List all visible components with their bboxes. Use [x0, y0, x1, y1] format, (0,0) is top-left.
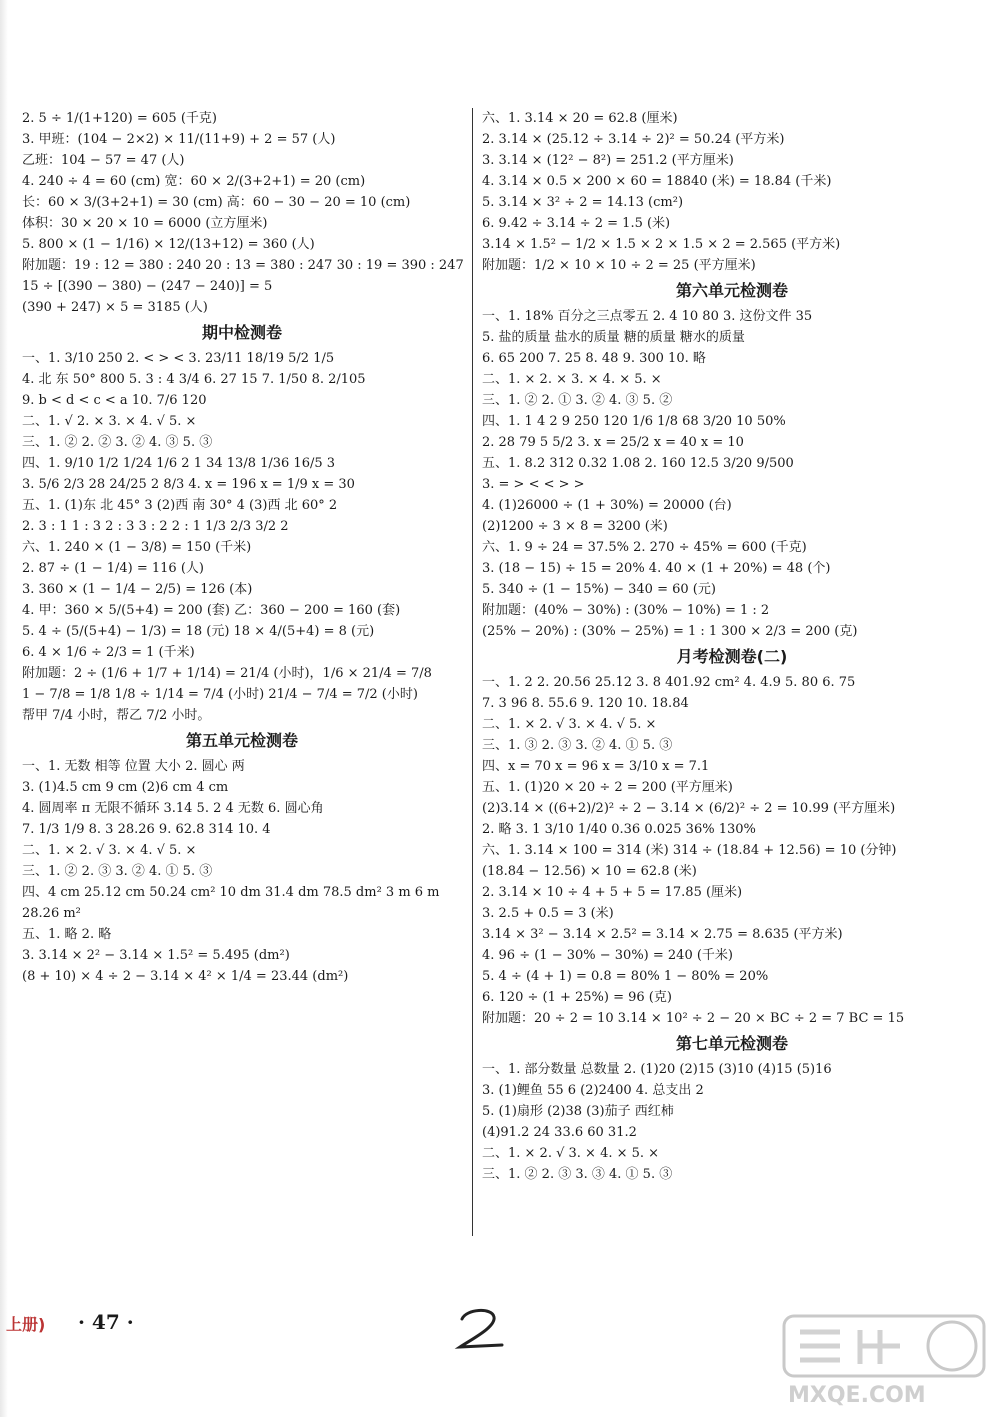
unit4-tail-answers [482, 108, 982, 276]
answer-line: 附加题：19 : 12 = 380 : 240 20 : 13 = 380 : 247 30 : 19 = 390 : 247 [22, 258, 464, 273]
answer-line: 15 ÷ [(390 − 380) − (247 − 240)] = 5 [22, 279, 273, 294]
answer-line: 4. 圆周率 π 无限不循环 3.14 5. 2 4 无数 6. 圆心角 [22, 801, 324, 816]
answer-line: 附加题：1/2 × 10 × 10 ÷ 2 = 25 (平方厘米) [482, 258, 756, 273]
answer-line: (4)91.2 24 33.6 60 31.2 [482, 1125, 637, 1140]
answer-line: 4. 甲：360 × 5/(5+4) = 200 (套) 乙：360 − 200 = 160 (套) [22, 603, 401, 618]
answer-line: (2)1200 ÷ 3 × 8 = 3200 (米) [482, 519, 668, 534]
answer-line: 2. 略 3. 1 3/10 1/40 0.36 0.025 36% 130% [482, 822, 756, 837]
answer-line: 3. (18 − 15) ÷ 15 = 20% 4. 40 × (1 + 20%) = 48 (个) [482, 561, 831, 576]
answer-line: 三、1. ② 2. ③ 3. ③ 4. ① 5. ③ [482, 1167, 673, 1182]
answer-line: 四、1. 1 4 2 9 250 120 1/6 1/8 68 3/20 10 50% [482, 414, 786, 429]
answer-line: 附加题：(40% − 30%) : (30% − 10%) = 1 : 2 [482, 603, 770, 618]
answer-line: 六、1. 240 × (1 − 3/8) = 150 (千米) [22, 540, 252, 555]
answer-line: 一、1. 2 2. 20.56 25.12 3. 8 401.92 cm² 4. 4.9 5. 80 6. 75 [482, 675, 856, 690]
page-number: · 47 · [78, 1310, 134, 1334]
answer-line: 3. 5/6 2/3 28 24/25 2 8/3 4. x = 196 x = 1/9 x = 30 [22, 477, 355, 492]
binding-edge [0, 0, 8, 1417]
answer-line: 六、1. 3.14 × 100 = 314 (米) 314 ÷ (18.84 + 12.56) = 10 (分钟) [482, 843, 897, 858]
answer-line: 3. = > < < > > [482, 477, 585, 492]
unit7-answers [482, 1059, 982, 1185]
answer-line: 4. 3.14 × 0.5 × 200 × 60 = 18840 (米) = 18.84 (千米) [482, 174, 832, 189]
answer-line: 5. 4 ÷ (5/(5+4) − 1/3) = 18 (元) 18 × 4/(5+4) = 8 (元) [22, 624, 375, 639]
answer-line: 6. 9.42 ÷ 3.14 ÷ 2 = 1.5 (米) [482, 216, 671, 231]
answer-line: 二、1. √ 2. × 3. × 4. √ 5. × [22, 414, 197, 429]
unit6-answers [482, 306, 982, 642]
answer-line: 6. 65 200 7. 25 8. 48 9. 300 10. 略 [482, 351, 706, 366]
answer-line: 三、1. ② 2. ① 3. ② 4. ③ 5. ② [482, 393, 673, 408]
heading-unit7: 第七单元检测卷 [675, 1034, 788, 1053]
answer-line: 一、1. 3/10 250 2. < > < 3. 23/11 18/19 5/2 1/5 [22, 351, 335, 366]
answer-line: 体积：30 × 20 × 10 = 6000 (立方厘米) [22, 216, 268, 231]
answer-line: 3.14 × 3² − 3.14 × 2.5² = 3.14 × 2.75 = 8.635 (平方米) [482, 927, 843, 942]
answer-line: 二、1. × 2. √ 3. × 4. × 5. × [482, 1146, 660, 1161]
answer-line: 三、1. ③ 2. ③ 3. ② 4. ① 5. ③ [482, 738, 673, 753]
answer-line: 附加题：2 ÷ (1/6 + 1/7 + 1/14) = 21/4 (小时)，1/6 × 21/4 = 7/8 [22, 666, 432, 681]
answer-line: 4. 240 ÷ 4 = 60 (cm) 宽：60 × 2/(3+2+1) = 20 (cm) [22, 174, 366, 189]
answer-line: 2. 3.14 × (25.12 ÷ 3.14 ÷ 2)² = 50.24 (平方米) [482, 132, 785, 147]
handwritten-mark [452, 1305, 508, 1353]
answer-line: 4. 96 ÷ (1 − 30% − 30%) = 240 (千米) [482, 948, 733, 963]
answer-line: 5. 800 × (1 − 1/16) × 12/(13+12) = 360 (人) [22, 237, 315, 252]
answer-line: 附加题：20 ÷ 2 = 10 3.14 × 10² ÷ 2 − 20 × BC ÷ 2 = 7 BC = 15 [482, 1011, 905, 1026]
book-volume-tag: 上册) [6, 1315, 46, 1334]
answer-line: 五、1. 略 2. 略 [22, 927, 112, 942]
answer-line: (390 + 247) × 5 = 3185 (人) [22, 300, 208, 315]
answer-line: 5. 4 ÷ (4 + 1) = 0.8 = 80% 1 − 80% = 20% [482, 969, 769, 984]
answer-line: 3.14 × 1.5² − 1/2 × 1.5 × 2 × 1.5 × 2 = 2.565 (平方米) [482, 237, 841, 252]
answer-line: 4. 北 东 50° 800 5. 3 : 4 3/4 6. 27 15 7. 1/50 8. 2/105 [22, 372, 366, 387]
answer-line: 5. 3.14 × 3² ÷ 2 = 14.13 (cm²) [482, 195, 684, 210]
right-column [482, 108, 982, 1185]
answer-line: 三、1. ② 2. ③ 3. ② 4. ① 5. ③ [22, 864, 213, 879]
answer-line: 2. 87 ÷ (1 − 1/4) = 116 (人) [22, 561, 204, 576]
answer-line: 二、1. × 2. √ 3. × 4. √ 5. × [482, 717, 657, 732]
answer-line: 3. 2.5 + 0.5 = 3 (米) [482, 906, 614, 921]
svg-text:MXQE.COM: MXQE.COM [788, 1383, 926, 1408]
answer-line: 6. 120 ÷ (1 + 25%) = 96 (克) [482, 990, 672, 1005]
answer-line: 5. 340 ÷ (1 − 15%) − 340 = 60 (元) [482, 582, 716, 597]
heading-midterm: 期中检测卷 [201, 323, 282, 342]
answer-line: 一、1. 部分数量 总数量 2. (1)20 (2)15 (3)10 (4)15 (5)16 [482, 1062, 832, 1077]
answer-line: 4. (1)26000 ÷ (1 + 30%) = 20000 (台) [482, 498, 732, 513]
answer-line: 长：60 × 3/(3+2+1) = 30 (cm) 高：60 − 30 − 20 = 10 (cm) [22, 195, 411, 210]
answer-line: 6. 4 × 1/6 ÷ 2/3 = 1 (千米) [22, 645, 195, 660]
heading-monthly2: 月考检测卷(二) [676, 647, 788, 666]
answer-line: 9. b < d < c < a 10. 7/6 120 [22, 393, 207, 408]
answer-line: 3. 360 × (1 − 1/4 − 2/5) = 126 (本) [22, 582, 253, 597]
answer-line: 二、1. × 2. √ 3. × 4. √ 5. × [22, 843, 197, 858]
answer-line: 3. 甲班：(104 − 2×2) × 11/(11+9) + 2 = 57 (人) [22, 132, 336, 147]
answer-line: 四、4 cm 25.12 cm 50.24 cm² 10 dm 31.4 dm 78.5 dm² 3 m 6 m [22, 885, 440, 900]
heading-unit6: 第六单元检测卷 [675, 281, 788, 300]
answer-line: 3. (1)4.5 cm 9 cm (2)6 cm 4 cm [22, 780, 229, 795]
answer-line: (8 + 10) × 4 ÷ 2 − 3.14 × 4² × 1/4 = 23.44 (dm²) [22, 969, 349, 984]
answer-line: 2. 3.14 × 10 ÷ 4 + 5 + 5 = 17.85 (厘米) [482, 885, 743, 900]
monthly2-answers [482, 672, 982, 1029]
answer-line: 3. 3.14 × (12² − 8²) = 251.2 (平方厘米) [482, 153, 734, 168]
midterm-answers [22, 348, 462, 726]
answer-line: (18.84 − 12.56) × 10 = 62.8 (米) [482, 864, 697, 879]
answer-line: 1 − 7/8 = 1/8 1/8 ÷ 1/14 = 7/4 (小时) 21/4 − 7/4 = 7/2 (小时) [22, 687, 418, 702]
column-divider [472, 108, 473, 1236]
answer-line: (2)3.14 × ((6+2)/2)² ÷ 2 − 3.14 × (6/2)² ÷ 2 = 10.99 (平方厘米) [482, 801, 896, 816]
answer-line: 帮甲 7/4 小时，帮乙 7/2 小时。 [22, 708, 211, 723]
answer-line: 7. 3 96 8. 55.6 9. 120 10. 18.84 [482, 696, 689, 711]
answer-line: 5. 盐的质量 盐水的质量 糖的质量 糖水的质量 [482, 330, 745, 345]
answer-line: 一、1. 无数 相等 位置 大小 2. 圆心 两 [22, 759, 245, 774]
answer-line: 四、1. 9/10 1/2 1/24 1/6 2 1 34 13/8 1/36 16/5 3 [22, 456, 336, 471]
answer-line: 7. 1/3 1/9 8. 3 28.26 9. 62.8 314 10. 4 [22, 822, 271, 837]
answer-line: 五、1. (1)20 × 20 ÷ 2 = 200 (平方厘米) [482, 780, 733, 795]
answer-line: 三、1. ② 2. ② 3. ② 4. ③ 5. ③ [22, 435, 213, 450]
heading-unit5: 第五单元检测卷 [185, 731, 298, 750]
answer-line: 五、1. 8.2 312 0.32 1.08 2. 160 12.5 3/20 9/500 [482, 456, 794, 471]
watermark-logo [780, 1310, 990, 1410]
answer-line: 二、1. × 2. × 3. × 4. × 5. × [482, 372, 662, 387]
answer-line: 2. 28 79 5 5/2 3. x = 25/2 x = 40 x = 10 [482, 435, 744, 450]
answer-line: 一、1. 18% 百分之三点零五 2. 4 10 80 3. 这份文件 35 [482, 309, 813, 324]
answer-line: 五、1. (1)东 北 45° 3 (2)西 南 30° 4 (3)西 北 60° 2 [22, 498, 338, 513]
left-column [22, 108, 462, 987]
answer-line: 2. 3 : 1 1 : 3 2 : 3 3 : 2 2 : 1 1/3 2/3 3/2 2 [22, 519, 289, 534]
answer-line: 2. 5 ÷ 1/(1+120) = 605 (千克) [22, 111, 217, 126]
continued-answers [22, 108, 462, 318]
answer-line: 28.26 m² [22, 906, 81, 921]
unit5-answers [22, 756, 462, 987]
answer-line: 5. (1)扇形 (2)38 (3)茄子 西红柿 [482, 1104, 674, 1119]
answer-line: 六、1. 9 ÷ 24 = 37.5% 2. 270 ÷ 45% = 600 (千克) [482, 540, 807, 555]
answer-line: 3. 3.14 × 2² − 3.14 × 1.5² = 5.495 (dm²) [22, 948, 290, 963]
answer-line: 3. (1)鲤鱼 55 6 (2)2400 4. 总支出 2 [482, 1083, 704, 1098]
answer-line: 四、x = 70 x = 96 x = 3/10 x = 7.1 [482, 759, 710, 774]
answer-line: 乙班：104 − 57 = 47 (人) [22, 153, 185, 168]
answer-line: 六、1. 3.14 × 20 = 62.8 (厘米) [482, 111, 678, 126]
answer-line: (25% − 20%) : (30% − 25%) = 1 : 1 300 × 2/3 = 200 (克) [482, 624, 858, 639]
